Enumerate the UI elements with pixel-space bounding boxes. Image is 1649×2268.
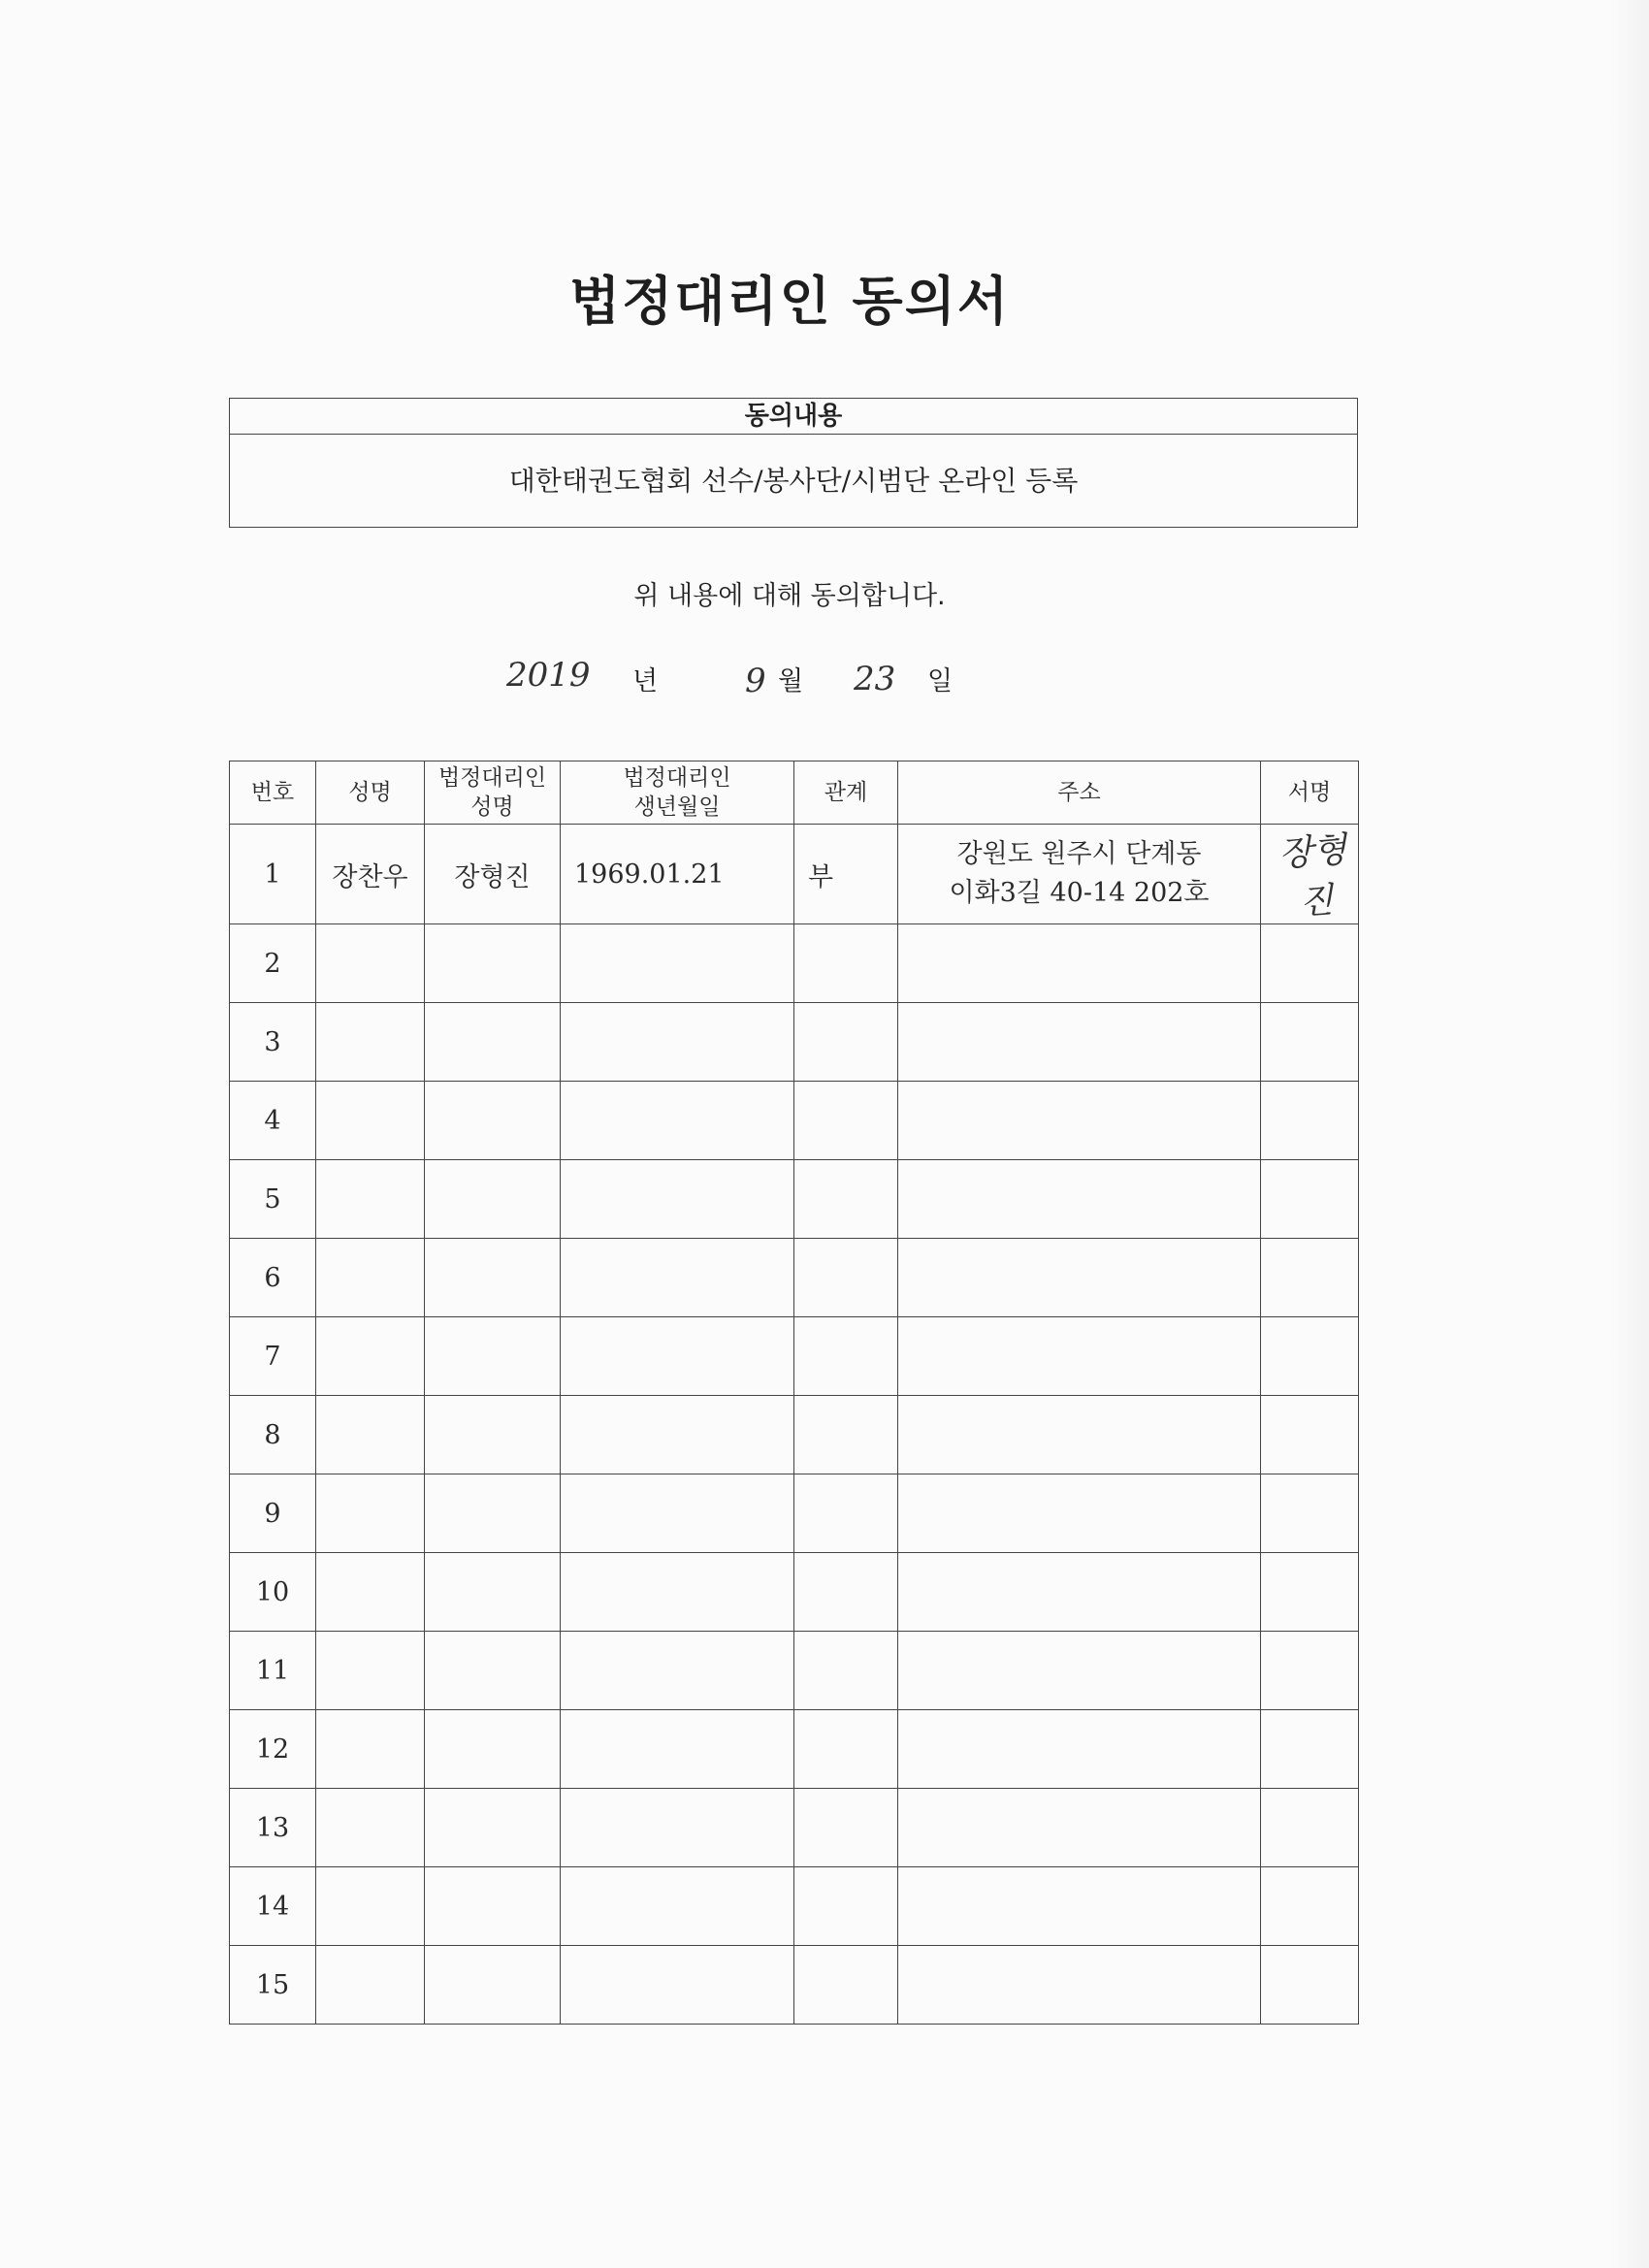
guardian-registration-table: [229, 761, 1359, 2025]
cell-guardian-name: [425, 1710, 561, 1789]
table-row: [230, 1474, 1359, 1553]
cell-no: 6: [230, 1239, 316, 1317]
cell-name: [316, 1789, 425, 1867]
cell-guardian-name: [425, 1239, 561, 1317]
table-row: [230, 1632, 1359, 1710]
cell-no: 9: [230, 1474, 316, 1553]
table-row: [230, 1239, 1359, 1317]
cell-name: [316, 1317, 425, 1396]
cell-name: 장찬우: [316, 825, 425, 924]
cell-address: [898, 1003, 1261, 1082]
cell-address: [898, 1474, 1261, 1553]
cell-name: [316, 1160, 425, 1239]
cell-relation: [794, 1239, 898, 1317]
cell-guardian-name: [425, 1789, 561, 1867]
cell-guardian-birth: [561, 1082, 794, 1160]
cell-guardian-birth: [561, 1003, 794, 1082]
cell-no: 1: [230, 825, 316, 924]
cell-signature: [1261, 1317, 1359, 1396]
cell-signature: [1261, 1160, 1359, 1239]
cell-name: [316, 1396, 425, 1474]
cell-name: [316, 1003, 425, 1082]
cell-guardian-birth: [561, 924, 794, 1003]
cell-guardian-birth: 1969.01.21: [561, 825, 794, 924]
consent-body: 대한태권도협회 선수/봉사단/시범단 온라인 등록: [508, 465, 1079, 497]
table-row: [230, 1867, 1359, 1946]
handwritten-signature: 장형진: [1277, 829, 1348, 923]
cell-guardian-birth: [561, 1946, 794, 2025]
consent-box: [229, 398, 1358, 528]
cell-signature: [1261, 1396, 1359, 1474]
cell-signature: [1261, 924, 1359, 1003]
cell-address: [898, 1239, 1261, 1317]
table-header-row: [230, 761, 1359, 825]
cell-name: [316, 1632, 425, 1710]
cell-guardian-name: [425, 1474, 561, 1553]
cell-address: [898, 1160, 1261, 1239]
table-row: [230, 1317, 1359, 1396]
cell-guardian-birth: [561, 1396, 794, 1474]
address-line-1: 강원도 원주시 단계동: [956, 839, 1202, 869]
cell-relation: [794, 1553, 898, 1632]
table-row: [230, 1003, 1359, 1082]
consent-header: 동의내용: [230, 399, 1357, 435]
cell-signature: [1261, 825, 1359, 924]
cell-guardian-birth: [561, 1632, 794, 1710]
cell-address: [898, 1082, 1261, 1160]
cell-guardian-name: [425, 1317, 561, 1396]
cell-relation: [794, 1710, 898, 1789]
cell-address: [898, 825, 1261, 924]
cell-signature: [1261, 1789, 1359, 1867]
date-year-unit: 년: [632, 666, 659, 697]
header-relation: 관계: [794, 761, 898, 825]
table-row: [230, 1396, 1359, 1474]
cell-guardian-birth: [561, 1553, 794, 1632]
table-row: [230, 1082, 1359, 1160]
cell-address: [898, 1946, 1261, 2025]
cell-name: [316, 1239, 425, 1317]
cell-guardian-birth: [561, 1160, 794, 1239]
cell-signature: [1261, 1239, 1359, 1317]
cell-no: 8: [230, 1396, 316, 1474]
cell-relation: [794, 1317, 898, 1396]
cell-no: 13: [230, 1789, 316, 1867]
table-row: [230, 825, 1359, 924]
header-no: 번호: [230, 761, 316, 825]
cell-no: 7: [230, 1317, 316, 1396]
cell-address: [898, 1789, 1261, 1867]
cell-no: 10: [230, 1553, 316, 1632]
cell-name: [316, 1946, 425, 2025]
cell-no: 3: [230, 1003, 316, 1082]
cell-guardian-name: [425, 1003, 561, 1082]
cell-name: [316, 1082, 425, 1160]
header-name: 성명: [316, 761, 425, 825]
cell-guardian-birth: [561, 1789, 794, 1867]
date-year-handwritten: 2019: [506, 656, 591, 695]
table-row: [230, 924, 1359, 1003]
cell-relation: [794, 1003, 898, 1082]
cell-guardian-name: [425, 1082, 561, 1160]
cell-relation: [794, 924, 898, 1003]
cell-guardian-name: [425, 1160, 561, 1239]
table-row: [230, 1710, 1359, 1789]
header-guardian-birth: 법정대리인 생년월일: [561, 761, 794, 825]
date-month-handwritten: 9: [745, 662, 766, 700]
cell-no: 15: [230, 1946, 316, 2025]
header-signature: 서명: [1261, 761, 1359, 825]
cell-no: 2: [230, 924, 316, 1003]
cell-address: [898, 1396, 1261, 1474]
cell-signature: [1261, 1946, 1359, 2025]
cell-relation: [794, 1867, 898, 1946]
cell-guardian-birth: [561, 1317, 794, 1396]
cell-relation: [794, 1474, 898, 1553]
cell-no: 5: [230, 1160, 316, 1239]
cell-name: [316, 1710, 425, 1789]
cell-guardian-birth: [561, 1867, 794, 1946]
cell-relation: [794, 1396, 898, 1474]
cell-address: [898, 1867, 1261, 1946]
cell-relation: [794, 1082, 898, 1160]
cell-signature: [1261, 1632, 1359, 1710]
cell-guardian-name: 장형진: [425, 825, 561, 924]
table-row: [230, 1789, 1359, 1867]
table-row: [230, 1160, 1359, 1239]
cell-guardian-name: [425, 1553, 561, 1632]
cell-guardian-birth: [561, 1239, 794, 1317]
cell-guardian-name: [425, 1396, 561, 1474]
header-address: 주소: [898, 761, 1261, 825]
date-day-handwritten: 23: [854, 660, 896, 698]
cell-no: 12: [230, 1710, 316, 1789]
cell-address: [898, 924, 1261, 1003]
cell-address: [898, 1632, 1261, 1710]
cell-name: [316, 1474, 425, 1553]
date-month-unit: 월: [778, 666, 804, 697]
cell-address: [898, 1553, 1261, 1632]
cell-name: [316, 924, 425, 1003]
cell-guardian-name: [425, 1632, 561, 1710]
cell-guardian-name: [425, 924, 561, 1003]
agreement-statement: 위 내용에 대해 동의합니다.: [633, 581, 946, 611]
cell-signature: [1261, 1474, 1359, 1553]
document-title: 법정대리인 동의서: [568, 270, 1011, 332]
cell-relation: 부: [794, 825, 898, 924]
cell-relation: [794, 1946, 898, 2025]
cell-signature: [1261, 1867, 1359, 1946]
cell-address: [898, 1317, 1261, 1396]
page-edge-shadow: [1610, 0, 1649, 2268]
table-row: [230, 1553, 1359, 1632]
cell-name: [316, 1553, 425, 1632]
cell-guardian-birth: [561, 1710, 794, 1789]
date-day-unit: 일: [927, 666, 954, 697]
cell-relation: [794, 1632, 898, 1710]
table-row: [230, 1946, 1359, 2025]
cell-signature: [1261, 1082, 1359, 1160]
cell-name: [316, 1867, 425, 1946]
cell-relation: [794, 1160, 898, 1239]
cell-address: [898, 1710, 1261, 1789]
header-guardian-name: 법정대리인 성명: [425, 761, 561, 825]
cell-guardian-name: [425, 1867, 561, 1946]
cell-no: 4: [230, 1082, 316, 1160]
cell-signature: [1261, 1003, 1359, 1082]
cell-guardian-birth: [561, 1474, 794, 1553]
cell-signature: [1261, 1553, 1359, 1632]
cell-relation: [794, 1789, 898, 1867]
cell-guardian-name: [425, 1946, 561, 2025]
cell-no: 14: [230, 1867, 316, 1946]
cell-no: 11: [230, 1632, 316, 1710]
cell-signature: [1261, 1710, 1359, 1789]
address-line-2: 이화3길 40-14 202호: [949, 878, 1210, 908]
